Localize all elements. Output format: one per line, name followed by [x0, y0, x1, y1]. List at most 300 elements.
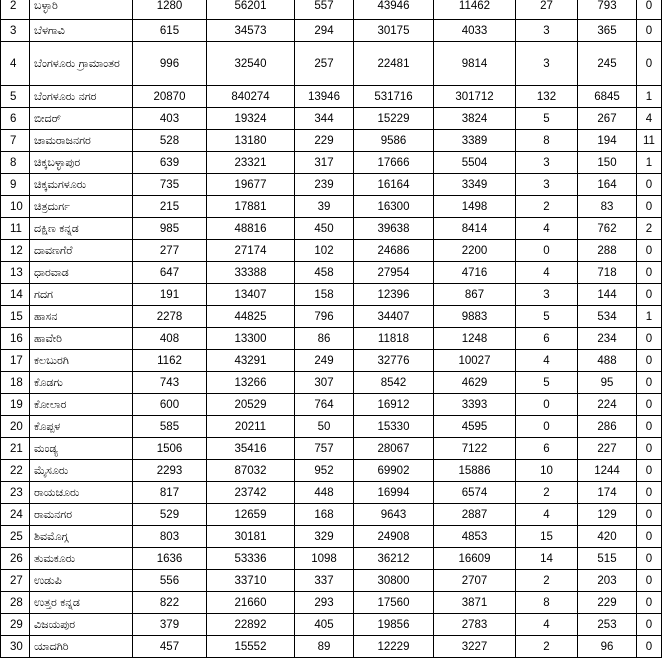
- value-cell-col-3: 317: [295, 152, 354, 174]
- value-cell-col-6: 2: [516, 196, 578, 218]
- value-cell-col-6: 4: [516, 218, 578, 240]
- value-cell-col-1: 1506: [133, 438, 207, 460]
- value-cell-col-3: 329: [295, 526, 354, 548]
- table-row: [1, 526, 662, 548]
- value-cell-col-2: 19324: [207, 108, 295, 130]
- value-cell-col-1: 735: [133, 174, 207, 196]
- table-row: [1, 460, 662, 482]
- value-cell-col-3: 229: [295, 130, 354, 152]
- value-cell-col-5: 1498: [434, 196, 516, 218]
- value-cell-col-6: 27: [516, 0, 578, 20]
- value-cell-col-1: 585: [133, 416, 207, 438]
- value-cell-col-6: 3: [516, 20, 578, 42]
- value-cell-col-5: 3824: [434, 108, 516, 130]
- value-cell-col-8: 0: [637, 438, 662, 460]
- value-cell-col-1: 457: [133, 636, 207, 658]
- value-cell-col-3: 168: [295, 504, 354, 526]
- value-cell-col-8: 0: [637, 42, 662, 86]
- value-cell-col-3: 13946: [295, 86, 354, 108]
- table-row: [1, 328, 662, 350]
- district-name-cell: ವಿಜಯಪುರ: [30, 614, 133, 636]
- value-cell-col-5: 6574: [434, 482, 516, 504]
- value-cell-col-2: 19677: [207, 174, 295, 196]
- value-cell-col-4: 43946: [354, 0, 434, 20]
- row-number-cell: 8: [1, 152, 30, 174]
- table-row: [1, 438, 662, 460]
- value-cell-col-1: 803: [133, 526, 207, 548]
- value-cell-col-7: 150: [578, 152, 637, 174]
- value-cell-col-4: 531716: [354, 86, 434, 108]
- value-cell-col-1: 556: [133, 570, 207, 592]
- table-row: [1, 548, 662, 570]
- value-cell-col-2: 21660: [207, 592, 295, 614]
- value-cell-col-1: 408: [133, 328, 207, 350]
- value-cell-col-8: 0: [637, 570, 662, 592]
- value-cell-col-1: 1280: [133, 0, 207, 20]
- value-cell-col-6: 4: [516, 504, 578, 526]
- district-name-cell: ಚಿಕ್ಕಬಳ್ಳಾಪುರ: [30, 152, 133, 174]
- value-cell-col-2: 13300: [207, 328, 295, 350]
- value-cell-col-4: 27954: [354, 262, 434, 284]
- district-name-cell: ಉಡುಪಿ: [30, 570, 133, 592]
- value-cell-col-3: 89: [295, 636, 354, 658]
- value-cell-col-6: 4: [516, 350, 578, 372]
- table-row: [1, 482, 662, 504]
- table-row: [1, 614, 662, 636]
- value-cell-col-7: 515: [578, 548, 637, 570]
- value-cell-col-5: 2707: [434, 570, 516, 592]
- value-cell-col-1: 985: [133, 218, 207, 240]
- value-cell-col-7: 96: [578, 636, 637, 658]
- value-cell-col-4: 22481: [354, 42, 434, 86]
- district-name-cell: ಬೀದರ್: [30, 108, 133, 130]
- value-cell-col-4: 16164: [354, 174, 434, 196]
- row-number-cell: 24: [1, 504, 30, 526]
- value-cell-col-1: 403: [133, 108, 207, 130]
- value-cell-col-2: 43291: [207, 350, 295, 372]
- value-cell-col-6: 2: [516, 636, 578, 658]
- row-number-cell: 30: [1, 636, 30, 658]
- value-cell-col-7: 1244: [578, 460, 637, 482]
- value-cell-col-2: 32540: [207, 42, 295, 86]
- value-cell-col-2: 23321: [207, 152, 295, 174]
- value-cell-col-4: 24908: [354, 526, 434, 548]
- value-cell-col-8: 0: [637, 416, 662, 438]
- district-name-cell: ದಾವಣಗೆರೆ: [30, 240, 133, 262]
- value-cell-col-4: 15229: [354, 108, 434, 130]
- value-cell-col-7: 95: [578, 372, 637, 394]
- value-cell-col-5: 8414: [434, 218, 516, 240]
- value-cell-col-1: 191: [133, 284, 207, 306]
- value-cell-col-4: 15330: [354, 416, 434, 438]
- value-cell-col-2: 48816: [207, 218, 295, 240]
- value-cell-col-3: 796: [295, 306, 354, 328]
- value-cell-col-7: 224: [578, 394, 637, 416]
- value-cell-col-7: 793: [578, 0, 637, 20]
- value-cell-col-3: 1098: [295, 548, 354, 570]
- value-cell-col-1: 215: [133, 196, 207, 218]
- value-cell-col-2: 35416: [207, 438, 295, 460]
- district-name-cell: ಗದಗ: [30, 284, 133, 306]
- row-number-cell: 18: [1, 372, 30, 394]
- value-cell-col-8: 0: [637, 548, 662, 570]
- value-cell-col-2: 30181: [207, 526, 295, 548]
- value-cell-col-4: 16912: [354, 394, 434, 416]
- value-cell-col-8: 1: [637, 86, 662, 108]
- district-name-cell: ಮಂಡ್ಯ: [30, 438, 133, 460]
- value-cell-col-4: 36212: [354, 548, 434, 570]
- value-cell-col-4: 34407: [354, 306, 434, 328]
- value-cell-col-7: 245: [578, 42, 637, 86]
- value-cell-col-8: 0: [637, 394, 662, 416]
- row-number-cell: 17: [1, 350, 30, 372]
- value-cell-col-6: 3: [516, 152, 578, 174]
- table-row: [1, 394, 662, 416]
- value-cell-col-6: 3: [516, 174, 578, 196]
- value-cell-col-7: 83: [578, 196, 637, 218]
- table-row: [1, 636, 662, 658]
- value-cell-col-1: 996: [133, 42, 207, 86]
- value-cell-col-5: 867: [434, 284, 516, 306]
- value-cell-col-1: 1636: [133, 548, 207, 570]
- district-name-cell: ಕಲಬುರಗಿ: [30, 350, 133, 372]
- value-cell-col-2: 33388: [207, 262, 295, 284]
- value-cell-col-1: 277: [133, 240, 207, 262]
- value-cell-col-2: 20529: [207, 394, 295, 416]
- value-cell-col-8: 11: [637, 130, 662, 152]
- row-number-cell: 22: [1, 460, 30, 482]
- value-cell-col-4: 11818: [354, 328, 434, 350]
- value-cell-col-3: 50: [295, 416, 354, 438]
- table-row: [1, 0, 662, 20]
- value-cell-col-8: 1: [637, 306, 662, 328]
- value-cell-col-7: 286: [578, 416, 637, 438]
- table-row: [1, 20, 662, 42]
- value-cell-col-8: 0: [637, 614, 662, 636]
- value-cell-col-7: 194: [578, 130, 637, 152]
- row-number-cell: 27: [1, 570, 30, 592]
- value-cell-col-6: 6: [516, 328, 578, 350]
- value-cell-col-2: 12659: [207, 504, 295, 526]
- value-cell-col-4: 17560: [354, 592, 434, 614]
- value-cell-col-2: 53336: [207, 548, 295, 570]
- value-cell-col-5: 2200: [434, 240, 516, 262]
- district-name-cell: ರಾಯಚೂರು: [30, 482, 133, 504]
- value-cell-col-5: 7122: [434, 438, 516, 460]
- value-cell-col-2: 27174: [207, 240, 295, 262]
- value-cell-col-5: 301712: [434, 86, 516, 108]
- value-cell-col-5: 3227: [434, 636, 516, 658]
- value-cell-col-6: 8: [516, 592, 578, 614]
- table-row: [1, 372, 662, 394]
- district-name-cell: ಬಳ್ಳಾರಿ: [30, 0, 133, 20]
- value-cell-col-3: 39: [295, 196, 354, 218]
- value-cell-col-5: 2887: [434, 504, 516, 526]
- value-cell-col-8: 0: [637, 174, 662, 196]
- value-cell-col-3: 337: [295, 570, 354, 592]
- value-cell-col-1: 817: [133, 482, 207, 504]
- value-cell-col-8: 4: [637, 108, 662, 130]
- value-cell-col-5: 9883: [434, 306, 516, 328]
- district-name-cell: ಬೆಂಗಳೂರು ಗ್ರಾಮಾಂತರ: [30, 42, 133, 86]
- value-cell-col-4: 12229: [354, 636, 434, 658]
- value-cell-col-5: 3349: [434, 174, 516, 196]
- table-row: [1, 416, 662, 438]
- value-cell-col-7: 234: [578, 328, 637, 350]
- value-cell-col-7: 534: [578, 306, 637, 328]
- value-cell-col-3: 764: [295, 394, 354, 416]
- table-row: [1, 218, 662, 240]
- value-cell-col-5: 3393: [434, 394, 516, 416]
- value-cell-col-3: 757: [295, 438, 354, 460]
- value-cell-col-7: 174: [578, 482, 637, 504]
- value-cell-col-6: 4: [516, 614, 578, 636]
- row-number-cell: 25: [1, 526, 30, 548]
- district-name-cell: ದಕ್ಷಿಣ ಕನ್ನಡ: [30, 218, 133, 240]
- district-name-cell: ಕೊಡಗು: [30, 372, 133, 394]
- value-cell-col-8: 0: [637, 350, 662, 372]
- value-cell-col-2: 56201: [207, 0, 295, 20]
- value-cell-col-8: 0: [637, 482, 662, 504]
- value-cell-col-2: 33710: [207, 570, 295, 592]
- value-cell-col-4: 16994: [354, 482, 434, 504]
- value-cell-col-8: 1: [637, 152, 662, 174]
- table-row: [1, 570, 662, 592]
- value-cell-col-1: 615: [133, 20, 207, 42]
- row-number-cell: 9: [1, 174, 30, 196]
- table-body: [1, 0, 662, 658]
- value-cell-col-6: 5: [516, 306, 578, 328]
- district-name-cell: ಶಿವಮೊಗ್ಗ: [30, 526, 133, 548]
- value-cell-col-6: 5: [516, 108, 578, 130]
- value-cell-col-4: 30800: [354, 570, 434, 592]
- value-cell-col-5: 4853: [434, 526, 516, 548]
- value-cell-col-7: 164: [578, 174, 637, 196]
- row-number-cell: 3: [1, 20, 30, 42]
- value-cell-col-4: 69902: [354, 460, 434, 482]
- row-number-cell: 5: [1, 86, 30, 108]
- table-row: [1, 306, 662, 328]
- value-cell-col-5: 16609: [434, 548, 516, 570]
- value-cell-col-1: 822: [133, 592, 207, 614]
- table-row: [1, 240, 662, 262]
- value-cell-col-3: 307: [295, 372, 354, 394]
- value-cell-col-8: 0: [637, 328, 662, 350]
- district-name-cell: ಚಾಮರಾಜನಗರ: [30, 130, 133, 152]
- value-cell-col-7: 129: [578, 504, 637, 526]
- row-number-cell: 26: [1, 548, 30, 570]
- row-number-cell: 10: [1, 196, 30, 218]
- value-cell-col-4: 19856: [354, 614, 434, 636]
- value-cell-col-6: 8: [516, 130, 578, 152]
- value-cell-col-5: 1248: [434, 328, 516, 350]
- value-cell-col-2: 20211: [207, 416, 295, 438]
- value-cell-col-4: 28067: [354, 438, 434, 460]
- value-cell-col-7: 718: [578, 262, 637, 284]
- value-cell-col-2: 840274: [207, 86, 295, 108]
- value-cell-col-4: 9586: [354, 130, 434, 152]
- value-cell-col-7: 365: [578, 20, 637, 42]
- value-cell-col-2: 13407: [207, 284, 295, 306]
- value-cell-col-1: 379: [133, 614, 207, 636]
- district-name-cell: ಕೋಲಾರ: [30, 394, 133, 416]
- value-cell-col-3: 952: [295, 460, 354, 482]
- district-name-cell: ಯಾದಗಿರಿ: [30, 636, 133, 658]
- value-cell-col-8: 0: [637, 372, 662, 394]
- value-cell-col-2: 15552: [207, 636, 295, 658]
- value-cell-col-8: 0: [637, 636, 662, 658]
- value-cell-col-6: 0: [516, 394, 578, 416]
- value-cell-col-5: 2783: [434, 614, 516, 636]
- value-cell-col-1: 647: [133, 262, 207, 284]
- table-row: [1, 130, 662, 152]
- table-row: [1, 86, 662, 108]
- district-name-cell: ಚಿಕ್ಕಮಗಳೂರು: [30, 174, 133, 196]
- value-cell-col-8: 0: [637, 504, 662, 526]
- district-name-cell: ಧಾರವಾಡ: [30, 262, 133, 284]
- table-row: [1, 196, 662, 218]
- value-cell-col-2: 34573: [207, 20, 295, 42]
- value-cell-col-6: 132: [516, 86, 578, 108]
- value-cell-col-3: 405: [295, 614, 354, 636]
- value-cell-col-8: 0: [637, 460, 662, 482]
- value-cell-col-5: 4629: [434, 372, 516, 394]
- district-name-cell: ರಾಮನಗರ: [30, 504, 133, 526]
- value-cell-col-6: 0: [516, 416, 578, 438]
- value-cell-col-6: 14: [516, 548, 578, 570]
- district-name-cell: ತುಮಕೂರು: [30, 548, 133, 570]
- table-row: [1, 504, 662, 526]
- value-cell-col-2: 44825: [207, 306, 295, 328]
- district-name-cell: ಚಿತ್ರದುರ್ಗ: [30, 196, 133, 218]
- row-number-cell: 29: [1, 614, 30, 636]
- value-cell-col-5: 4595: [434, 416, 516, 438]
- table-row: [1, 350, 662, 372]
- table-row: [1, 42, 662, 86]
- value-cell-col-5: 10027: [434, 350, 516, 372]
- value-cell-col-8: 0: [637, 0, 662, 20]
- row-number-cell: 6: [1, 108, 30, 130]
- value-cell-col-3: 257: [295, 42, 354, 86]
- value-cell-col-3: 249: [295, 350, 354, 372]
- value-cell-col-7: 267: [578, 108, 637, 130]
- table-row: [1, 152, 662, 174]
- value-cell-col-8: 2: [637, 218, 662, 240]
- value-cell-col-3: 450: [295, 218, 354, 240]
- value-cell-col-6: 2: [516, 570, 578, 592]
- value-cell-col-3: 458: [295, 262, 354, 284]
- value-cell-col-8: 0: [637, 20, 662, 42]
- value-cell-col-7: 6845: [578, 86, 637, 108]
- value-cell-col-6: 3: [516, 42, 578, 86]
- value-cell-col-2: 13266: [207, 372, 295, 394]
- value-cell-col-4: 9643: [354, 504, 434, 526]
- row-number-cell: 23: [1, 482, 30, 504]
- table-row: [1, 262, 662, 284]
- value-cell-col-8: 0: [637, 526, 662, 548]
- value-cell-col-6: 3: [516, 284, 578, 306]
- value-cell-col-7: 203: [578, 570, 637, 592]
- district-name-cell: ಹಾಸನ: [30, 306, 133, 328]
- value-cell-col-2: 17881: [207, 196, 295, 218]
- row-number-cell: 2: [1, 0, 30, 20]
- value-cell-col-3: 448: [295, 482, 354, 504]
- value-cell-col-2: 23742: [207, 482, 295, 504]
- district-name-cell: ಮೈಸೂರು: [30, 460, 133, 482]
- row-number-cell: 13: [1, 262, 30, 284]
- value-cell-col-3: 158: [295, 284, 354, 306]
- row-number-cell: 28: [1, 592, 30, 614]
- value-cell-col-5: 3389: [434, 130, 516, 152]
- row-number-cell: 15: [1, 306, 30, 328]
- row-number-cell: 7: [1, 130, 30, 152]
- value-cell-col-8: 0: [637, 284, 662, 306]
- value-cell-col-5: 4033: [434, 20, 516, 42]
- value-cell-col-6: 5: [516, 372, 578, 394]
- row-number-cell: 11: [1, 218, 30, 240]
- value-cell-col-4: 12396: [354, 284, 434, 306]
- value-cell-col-5: 4716: [434, 262, 516, 284]
- table-row: [1, 174, 662, 196]
- value-cell-col-2: 13180: [207, 130, 295, 152]
- value-cell-col-3: 294: [295, 20, 354, 42]
- value-cell-col-4: 16300: [354, 196, 434, 218]
- row-number-cell: 19: [1, 394, 30, 416]
- value-cell-col-1: 1162: [133, 350, 207, 372]
- value-cell-col-1: 20870: [133, 86, 207, 108]
- value-cell-col-3: 344: [295, 108, 354, 130]
- value-cell-col-5: 11462: [434, 0, 516, 20]
- value-cell-col-8: 0: [637, 240, 662, 262]
- value-cell-col-7: 420: [578, 526, 637, 548]
- value-cell-col-6: 6: [516, 438, 578, 460]
- district-name-cell: ಹಾವೇರಿ: [30, 328, 133, 350]
- value-cell-col-4: 39638: [354, 218, 434, 240]
- row-number-cell: 12: [1, 240, 30, 262]
- value-cell-col-6: 15: [516, 526, 578, 548]
- value-cell-col-4: 8542: [354, 372, 434, 394]
- value-cell-col-4: 32776: [354, 350, 434, 372]
- value-cell-col-1: 528: [133, 130, 207, 152]
- row-number-cell: 4: [1, 42, 30, 86]
- value-cell-col-4: 30175: [354, 20, 434, 42]
- value-cell-col-3: 102: [295, 240, 354, 262]
- district-name-cell: ಉತ್ತರ ಕನ್ನಡ: [30, 592, 133, 614]
- value-cell-col-1: 529: [133, 504, 207, 526]
- value-cell-col-5: 9814: [434, 42, 516, 86]
- value-cell-col-1: 639: [133, 152, 207, 174]
- row-number-cell: 20: [1, 416, 30, 438]
- value-cell-col-1: 2293: [133, 460, 207, 482]
- value-cell-col-1: 743: [133, 372, 207, 394]
- value-cell-col-6: 4: [516, 262, 578, 284]
- value-cell-col-6: 2: [516, 482, 578, 504]
- value-cell-col-2: 87032: [207, 460, 295, 482]
- row-number-cell: 21: [1, 438, 30, 460]
- value-cell-col-5: 15886: [434, 460, 516, 482]
- table-row: [1, 108, 662, 130]
- value-cell-col-8: 0: [637, 592, 662, 614]
- value-cell-col-3: 557: [295, 0, 354, 20]
- value-cell-col-7: 762: [578, 218, 637, 240]
- value-cell-col-7: 229: [578, 592, 637, 614]
- value-cell-col-7: 144: [578, 284, 637, 306]
- value-cell-col-3: 86: [295, 328, 354, 350]
- value-cell-col-7: 253: [578, 614, 637, 636]
- district-name-cell: ಬೆಂಗಳೂರು ನಗರ: [30, 86, 133, 108]
- value-cell-col-3: 293: [295, 592, 354, 614]
- value-cell-col-7: 227: [578, 438, 637, 460]
